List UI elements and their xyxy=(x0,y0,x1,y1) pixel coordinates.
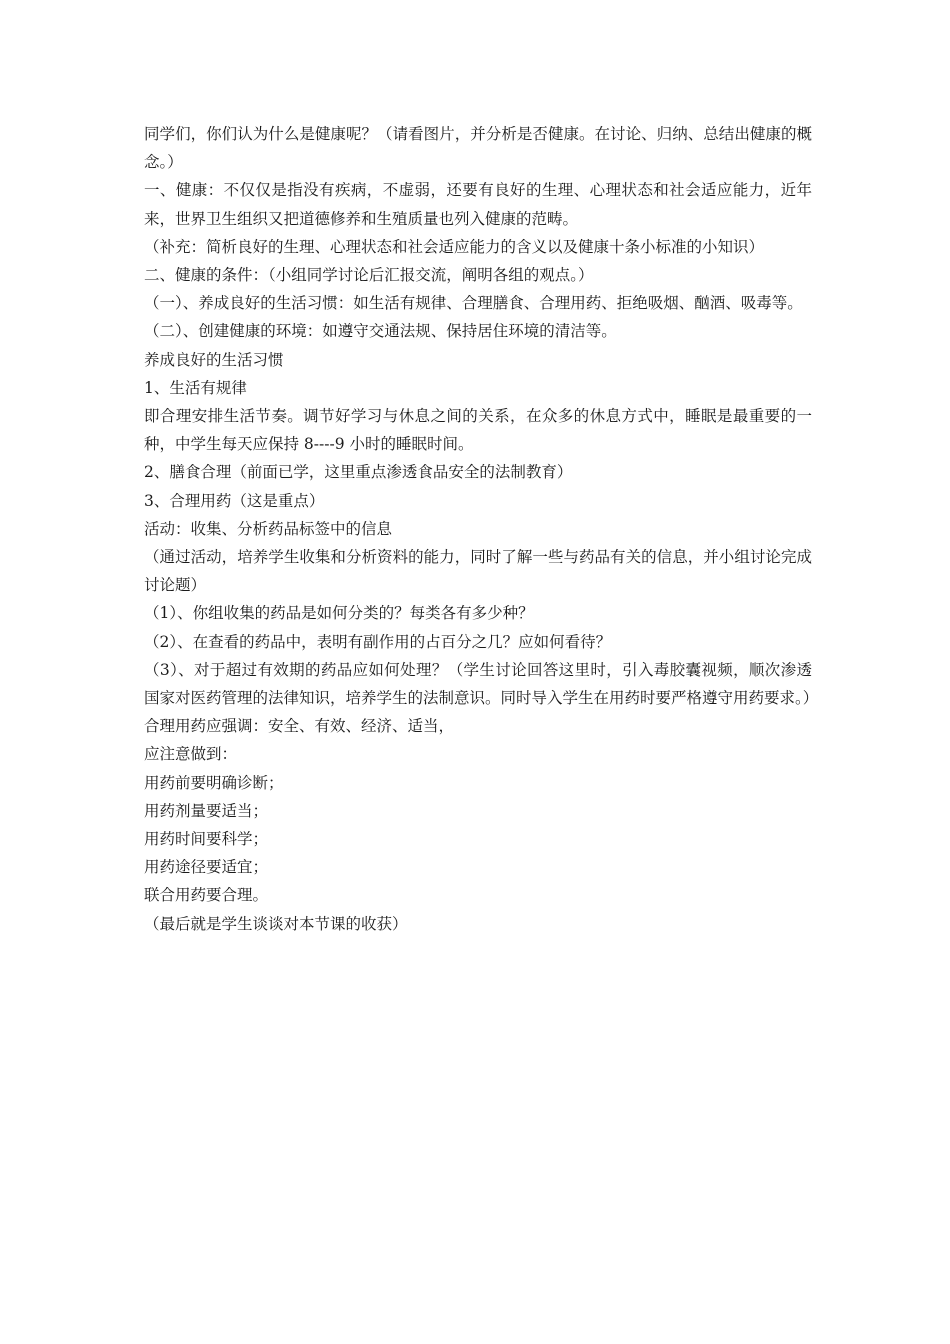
paragraph-good-habits: （一）、养成良好的生活习惯：如生活有规律、合理膳食、合理用药、拒绝吸烟、酗酒、吸毒等。 xyxy=(144,294,803,313)
list-item-dosage: 用药剂量要适当； xyxy=(144,801,269,820)
list-item-combination: 联合用药要合理。 xyxy=(144,886,269,905)
paragraph-health-question: 同学们，你们认为什么是健康呢？（请看图片，并分析是否健康。在讨论、归纳、总结出健康的概念。） xyxy=(144,125,812,172)
question-2: （2）、在查看的药品中，表明有副作用的占百分之几？应如何看待？ xyxy=(144,632,612,651)
list-item-diagnosis: 用药前要明确诊断； xyxy=(144,773,284,792)
item-regular-life: 1、生活有规律 xyxy=(144,378,247,397)
paragraph-health-definition: 一、健康：不仅仅是指没有疾病，不虚弱，还要有良好的生理、心理状态和社会适应能力，近年来，世界卫生组织又把道德修养和生殖质量也列入健康的范畴。 xyxy=(144,181,812,228)
paragraph-health-conditions: 二、健康的条件：（小组同学讨论后汇报交流，阐明各组的观点。） xyxy=(144,266,594,285)
question-3: （3）、对于超过有效期的药品应如何处理？（学生讨论回答这里时，引入毒胶囊视频，顺次渗透国家对医药管理的法律知识，培养学生的法制意识。同时导入学生在用药时要严格遵守用药要求。） xyxy=(144,660,819,708)
paragraph-should-note: 应注意做到： xyxy=(144,745,238,764)
item-rational-medication: 3、合理用药（这是重点） xyxy=(144,491,325,510)
paragraph-activity-purpose: （通过活动，培养学生收集和分析资料的能力，同时了解一些与药品有关的信息，并小组讨论完成讨论题） xyxy=(144,548,812,595)
list-item-timing: 用药时间要科学； xyxy=(144,830,269,849)
paragraph-medication-emphasis: 合理用药应强调：安全、有效、经济、适当， xyxy=(144,717,455,736)
paragraph-rest-and-sleep: 即合理安排生活节奏。调节好学习与休息之间的关系，在众多的休息方式中，睡眠是最重要的一种，中学生每天应保持 8----9 小时的睡眠时间。 xyxy=(144,407,812,454)
paragraph-closing: （最后就是学生谈谈对本节课的收获） xyxy=(144,914,408,933)
item-reasonable-diet: 2、膳食合理（前面已学，这里重点渗透食品安全的法制教育） xyxy=(144,463,573,482)
paragraph-healthy-environment: （二）、创建健康的环境：如遵守交通法规、保持居住环境的清洁等。 xyxy=(144,322,617,341)
list-item-route: 用药途径要适宜； xyxy=(144,858,269,877)
section-heading-good-habits: 养成良好的生活习惯 xyxy=(144,350,284,369)
question-1: （1）、你组收集的药品是如何分类的？每类各有多少种？ xyxy=(144,604,534,623)
paragraph-supplement: （补充：简析良好的生理、心理状态和社会适应能力的含义以及健康十条小标准的小知识） xyxy=(144,237,765,256)
document-body xyxy=(144,120,819,938)
paragraph-activity: 活动：收集、分析药品标签中的信息 xyxy=(144,519,393,538)
